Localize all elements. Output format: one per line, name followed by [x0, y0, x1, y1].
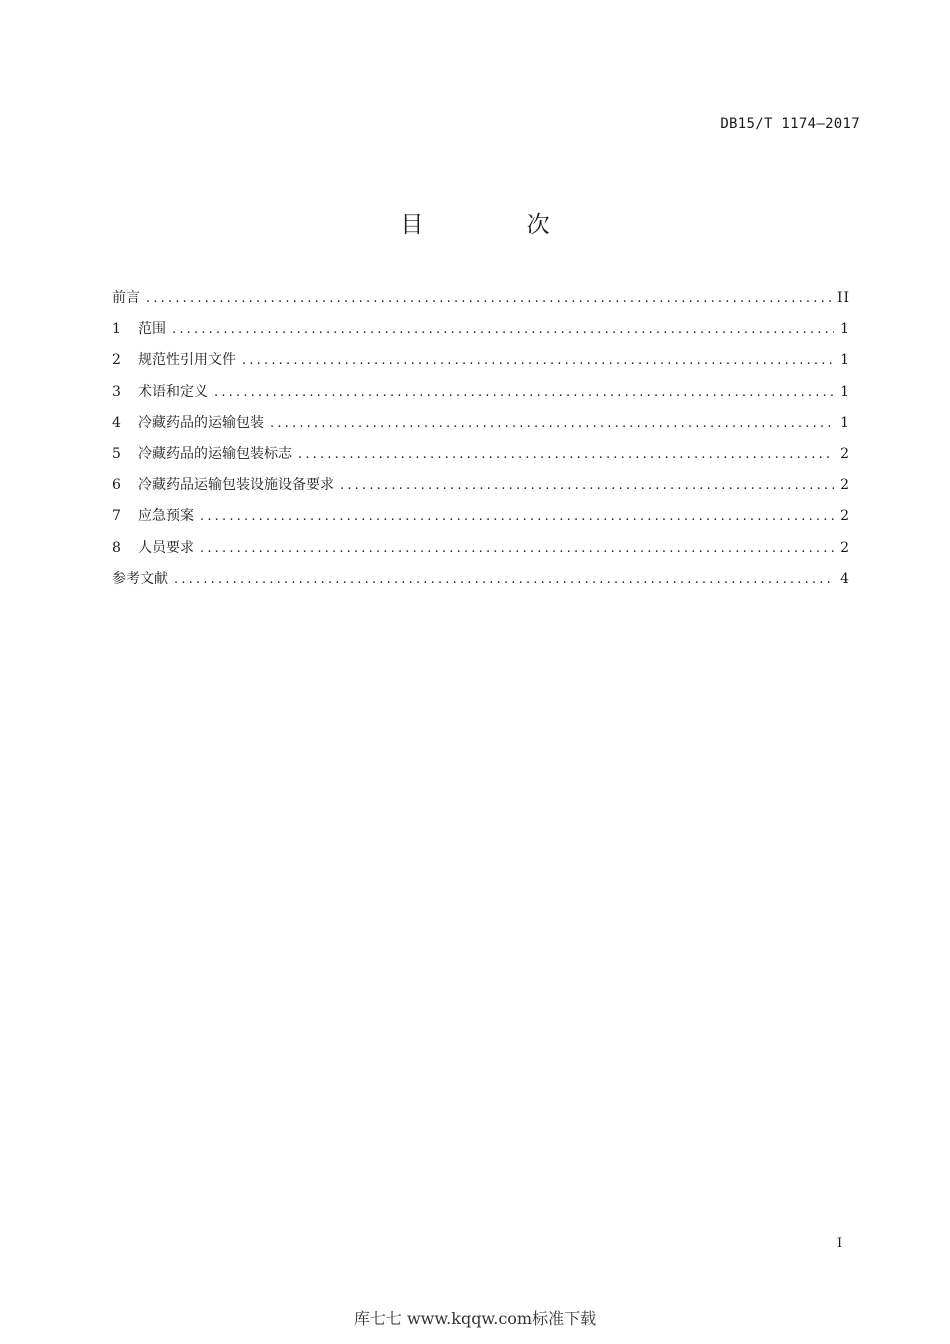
- toc-dot-leader: [270, 413, 834, 435]
- toc-dot-leader: [214, 382, 834, 404]
- toc-dot-leader: [242, 350, 834, 372]
- toc-entry-page: II: [836, 290, 850, 306]
- toc-entry-label: 参考文献: [112, 570, 168, 587]
- toc-entry-3[interactable]: [112, 381, 850, 412]
- toc-entry-number: 7: [112, 508, 121, 525]
- toc-entry-2[interactable]: [112, 349, 850, 380]
- toc-entry-page: 1: [840, 321, 850, 338]
- toc-entry-number: 1: [112, 321, 121, 338]
- toc-entry-number: 6: [112, 477, 121, 494]
- toc-entry-label: 术语和定义: [138, 383, 208, 400]
- toc-entry-page: 1: [840, 352, 850, 369]
- toc-title: 目 次: [400, 212, 598, 238]
- toc-entry-number: 8: [112, 539, 121, 556]
- toc-entry-number: 3: [112, 383, 121, 400]
- toc-dot-leader: [146, 288, 831, 310]
- toc-entry-references[interactable]: [112, 568, 850, 599]
- page-number: I: [837, 1236, 843, 1251]
- toc-entry-label: 冷藏药品运输包装设施设备要求: [138, 477, 334, 494]
- toc-dot-leader: [172, 319, 834, 341]
- toc-entry-number: 2: [112, 352, 121, 369]
- toc-entry-1[interactable]: [112, 318, 850, 349]
- table-of-contents: [112, 287, 850, 599]
- footer-watermark: 库七七 www.kqqw.com标准下载: [353, 1309, 597, 1328]
- toc-entry-label: 冷藏药品的运输包装标志: [138, 445, 292, 462]
- toc-entry-6[interactable]: [112, 474, 850, 505]
- toc-entry-label: 应急预案: [138, 508, 194, 525]
- toc-entry-5[interactable]: [112, 443, 850, 474]
- toc-entry-page: 1: [840, 383, 850, 400]
- toc-entry-page: 2: [840, 539, 850, 556]
- toc-dot-leader: [200, 538, 834, 560]
- toc-entry-label: 冷藏药品的运输包装: [138, 414, 264, 431]
- toc-entry-foreword[interactable]: [112, 287, 850, 318]
- toc-entry-page: 1: [840, 414, 850, 431]
- toc-entry-label: 前言: [112, 290, 140, 306]
- toc-dot-leader: [200, 506, 834, 528]
- toc-entry-8[interactable]: [112, 537, 850, 568]
- toc-entry-page: 2: [840, 477, 850, 494]
- toc-dot-leader: [174, 569, 834, 591]
- document-code: DB15/T 1174—2017: [720, 116, 860, 132]
- toc-entry-label: 规范性引用文件: [138, 352, 236, 369]
- toc-entry-number: 4: [112, 414, 121, 431]
- toc-entry-number: 5: [112, 445, 121, 462]
- toc-entry-label: 范围: [138, 321, 166, 338]
- toc-entry-page: 2: [840, 445, 850, 462]
- toc-entry-page: 4: [840, 570, 850, 587]
- toc-dot-leader: [340, 475, 834, 497]
- toc-dot-leader: [298, 444, 834, 466]
- toc-entry-4[interactable]: [112, 412, 850, 443]
- toc-entry-page: 2: [840, 508, 850, 525]
- toc-entry-7[interactable]: [112, 505, 850, 536]
- toc-entry-label: 人员要求: [138, 539, 194, 556]
